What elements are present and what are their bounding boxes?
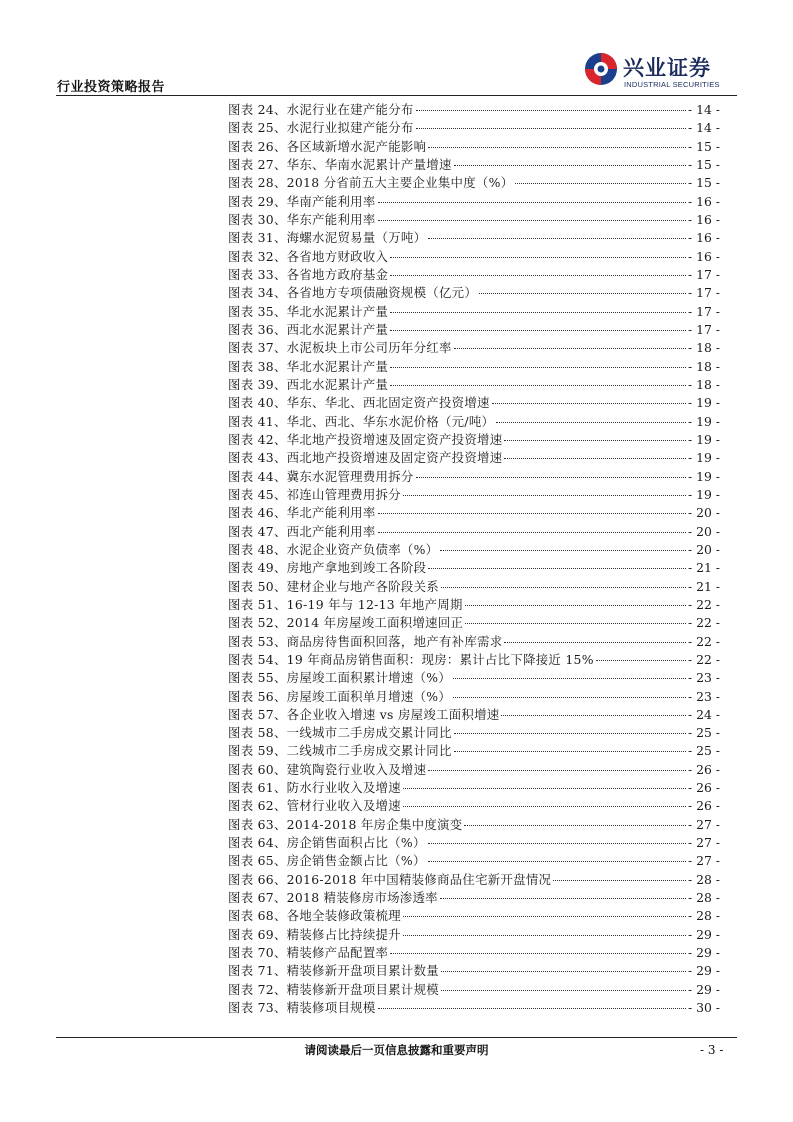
toc-entry[interactable] [228,596,720,614]
toc-entry-page: - 29 - [687,926,720,942]
toc-dot-leader [504,458,686,459]
toc-entry-page: - 17 - [687,285,720,301]
logo-chinese-name: 兴业证券 [623,56,711,80]
toc-entry[interactable] [228,871,720,889]
toc-entry-title: 图表 52、2014 年房屋竣工面积增速回正 [228,615,464,631]
toc-dot-leader [492,403,686,404]
toc-entry-page: - 28 - [687,890,720,906]
toc-entry[interactable] [228,742,720,760]
toc-entry-page: - 22 - [687,651,720,667]
toc-entry-page: - 17 - [687,303,720,319]
toc-entry-page: - 15 - [687,175,720,191]
toc-entry[interactable] [228,358,720,376]
toc-entry[interactable] [228,688,720,706]
toc-dot-leader [454,165,686,166]
toc-entry[interactable] [228,761,720,779]
toc-entry-title: 图表 73、精装修项目规模 [228,1000,376,1016]
toc-entry-title: 图表 66、2016-2018 年中国精装修商品住宅新开盘情况 [228,871,552,887]
toc-entry[interactable] [228,193,720,211]
toc-entry-title: 图表 35、华北水泥累计产量 [228,303,389,319]
toc-entry-title: 图表 60、建筑陶瓷行业收入及增速 [228,761,427,777]
toc-dot-leader [390,367,686,368]
toc-entry[interactable] [228,981,720,999]
toc-dot-leader [378,1008,686,1009]
toc-entry-page: - 19 - [687,468,720,484]
toc-dot-leader [428,861,686,862]
toc-dot-leader [390,330,686,331]
toc-entry-title: 图表 68、各地全装修政策梳理 [228,908,401,924]
toc-entry-title: 图表 67、2018 精装修房市场渗透率 [228,890,438,906]
toc-dot-leader [390,312,686,313]
toc-entry-title: 图表 30、华东产能利用率 [228,211,376,227]
toc-entry-page: - 28 - [687,871,720,887]
toc-entry[interactable] [228,394,720,412]
toc-entry-page: - 17 - [687,321,720,337]
toc-dot-leader [403,916,686,917]
toc-entry[interactable] [228,449,720,467]
toc-entry-page: - 19 - [687,450,720,466]
toc-entry-page: - 18 - [687,376,720,392]
toc-entry-page: - 29 - [687,945,720,961]
toc-entry-title: 图表 72、精装修新开盘项目累计规模 [228,981,439,997]
toc-dot-leader [454,733,686,734]
toc-entry[interactable] [228,229,720,247]
toc-entry-title: 图表 38、华北水泥累计产量 [228,358,389,374]
toc-dot-leader [378,513,686,514]
toc-entry-page: - 14 - [687,102,720,117]
toc-dot-leader [465,623,686,624]
toc-entry[interactable] [228,284,720,302]
toc-entry-page: - 28 - [687,908,720,924]
toc-entry-page: - 23 - [687,670,720,686]
toc-entry[interactable] [228,138,720,156]
toc-entry-page: - 21 - [687,578,720,594]
toc-entry-page: - 20 - [687,505,720,521]
toc-dot-leader [390,275,686,276]
toc-entry-title: 图表 25、水泥行业拟建产能分布 [228,120,414,136]
toc-dot-leader [553,880,686,881]
toc-entry[interactable] [228,119,720,137]
toc-dot-leader [428,770,686,771]
toc-entry[interactable] [228,578,720,596]
toc-entry[interactable] [228,523,720,541]
toc-entry-page: - 21 - [687,560,720,576]
toc-entry-page: - 16 - [687,193,720,209]
toc-entry-title: 图表 41、华北、西北、华东水泥价格（元/吨） [228,413,495,429]
industrial-securities-logo-icon [584,52,618,86]
toc-entry-title: 图表 31、海螺水泥贸易量（万吨） [228,230,427,246]
toc-entry-page: - 30 - [687,1000,720,1016]
header-divider [56,95,737,96]
toc-entry[interactable] [228,724,720,742]
toc-entry-title: 图表 70、精装修产品配置率 [228,945,389,961]
toc-dot-leader [596,660,686,661]
toc-entry-title: 图表 56、房屋竣工面积单月增速（%） [228,688,452,704]
toc-entry-title: 图表 46、华北产能利用率 [228,505,376,521]
table-of-figures [228,101,720,1017]
toc-entry-page: - 27 - [687,853,720,869]
toc-entry[interactable] [228,944,720,962]
toc-entry[interactable] [228,303,720,321]
toc-entry-page: - 16 - [687,230,720,246]
toc-entry-page: - 29 - [687,981,720,997]
toc-entry[interactable] [228,376,720,394]
toc-entry-title: 图表 40、华东、华北、西北固定资产投资增速 [228,395,490,411]
toc-entry-title: 图表 55、房屋竣工面积累计增速（%） [228,670,452,686]
toc-entry[interactable] [228,248,720,266]
toc-entry-title: 图表 47、西北产能利用率 [228,523,376,539]
toc-entry[interactable] [228,889,720,907]
toc-dot-leader [416,128,686,129]
toc-entry[interactable] [228,779,720,797]
toc-entry-title: 图表 50、建材企业与地产各阶段关系 [228,578,439,594]
toc-entry-title: 图表 59、二线城市二手房成交累计同比 [228,743,452,759]
toc-entry[interactable] [228,101,720,119]
toc-entry-title: 图表 33、各省地方政府基金 [228,266,389,282]
toc-entry-title: 图表 62、管材行业收入及增速 [228,798,401,814]
toc-dot-leader [428,238,686,239]
toc-entry-title: 图表 39、西北水泥累计产量 [228,376,389,392]
toc-entry-title: 图表 24、水泥行业在建产能分布 [228,102,414,117]
toc-entry-page: - 29 - [687,963,720,979]
toc-dot-leader [428,568,686,569]
toc-entry[interactable] [228,999,720,1017]
toc-entry[interactable] [228,614,720,632]
disclosure-notice: 请阅读最后一页信息披露和重要声明 [304,1043,489,1057]
toc-entry-title: 图表 44、冀东水泥管理费用拆分 [228,468,414,484]
toc-entry-page: - 16 - [687,248,720,264]
toc-entry[interactable] [228,834,720,852]
toc-entry-title: 图表 49、房地产拿地到竣工各阶段 [228,560,427,576]
toc-entry-title: 图表 27、华东、华南水泥累计产量增速 [228,156,452,172]
toc-entry-title: 图表 57、各企业收入增速 vs 房屋竣工面积增速 [228,706,500,722]
toc-entry-page: - 17 - [687,266,720,282]
toc-entry[interactable] [228,156,720,174]
toc-entry-page: - 22 - [687,615,720,631]
toc-dot-leader [441,990,686,991]
toc-entry[interactable] [228,962,720,980]
toc-entry-page: - 18 - [687,340,720,356]
toc-entry-page: - 14 - [687,120,720,136]
toc-entry-page: - 19 - [687,413,720,429]
toc-entry[interactable] [228,651,720,669]
toc-entry-page: - 26 - [687,798,720,814]
toc-entry[interactable] [228,559,720,577]
footer-divider [56,1037,737,1038]
toc-entry-page: - 22 - [687,633,720,649]
toc-entry[interactable] [228,211,720,229]
toc-entry-page: - 26 - [687,780,720,796]
toc-entry-title: 图表 45、祁连山管理费用拆分 [228,486,401,502]
toc-entry-page: - 24 - [687,706,720,722]
page-header [0,0,793,100]
toc-entry-title: 图表 43、西北地产投资增速及固定资产投资增速 [228,450,503,466]
toc-dot-leader [390,385,686,386]
toc-dot-leader [504,440,686,441]
toc-dot-leader [416,477,686,478]
toc-entry-page: - 27 - [687,835,720,851]
toc-dot-leader [496,422,686,423]
toc-entry[interactable] [228,468,720,486]
toc-entry[interactable] [228,504,720,522]
toc-entry-page: - 19 - [687,486,720,502]
toc-dot-leader [378,532,686,533]
toc-entry-page: - 27 - [687,816,720,832]
toc-dot-leader [454,348,686,349]
toc-entry-title: 图表 36、西北水泥累计产量 [228,321,389,337]
toc-entry[interactable] [228,413,720,431]
toc-dot-leader [501,715,685,716]
toc-dot-leader [479,293,686,294]
toc-entry[interactable] [228,321,720,339]
toc-dot-leader [378,220,686,221]
company-logo [584,52,736,92]
toc-entry[interactable] [228,174,720,192]
toc-entry-title: 图表 42、华北地产投资增速及固定资产投资增速 [228,431,503,447]
toc-entry[interactable] [228,907,720,925]
toc-dot-leader [454,751,686,752]
toc-entry[interactable] [228,852,720,870]
toc-entry-title: 图表 65、房企销售金额占比（%） [228,853,426,869]
toc-entry-title: 图表 37、水泥板块上市公司历年分红率 [228,340,452,356]
toc-dot-leader [403,806,686,807]
toc-entry-title: 图表 32、各省地方财政收入 [228,248,389,264]
toc-dot-leader [464,825,686,826]
toc-entry-page: - 15 - [687,138,720,154]
toc-entry-page: - 25 - [687,743,720,759]
toc-entry[interactable] [228,266,720,284]
toc-dot-leader [504,642,686,643]
toc-dot-leader [403,935,686,936]
toc-entry-title: 图表 69、精装修占比持续提升 [228,926,401,942]
toc-dot-leader [441,587,686,588]
toc-entry[interactable] [228,339,720,357]
toc-entry-page: - 19 - [687,431,720,447]
toc-entry-page: - 18 - [687,358,720,374]
toc-entry[interactable] [228,706,720,724]
toc-dot-leader [390,257,686,258]
toc-dot-leader [453,697,686,698]
toc-entry[interactable] [228,797,720,815]
toc-dot-leader [453,678,686,679]
toc-dot-leader [390,953,686,954]
toc-entry-page: - 20 - [687,541,720,557]
toc-entry-title: 图表 71、精装修新开盘项目累计数量 [228,963,439,979]
toc-entry[interactable] [228,633,720,651]
toc-entry[interactable] [228,816,720,834]
toc-entry-page: - 16 - [687,211,720,227]
toc-entry-title: 图表 54、19 年商品房销售面积：现房：累计占比下降接近 15% [228,651,594,667]
toc-dot-leader [403,495,686,496]
toc-entry-page: - 25 - [687,725,720,741]
toc-entry-title: 图表 26、各区域新增水泥产能影响 [228,138,427,154]
toc-entry[interactable] [228,541,720,559]
toc-entry-title: 图表 29、华南产能利用率 [228,193,376,209]
toc-entry[interactable] [228,926,720,944]
page-number: - 3 - [700,1043,724,1057]
toc-entry-title: 图表 64、房企销售面积占比（%） [228,835,426,851]
toc-dot-leader [440,550,686,551]
toc-dot-leader [441,971,686,972]
logo-english-name: INDUSTRIAL SECURITIES [624,80,720,89]
toc-entry-page: - 26 - [687,761,720,777]
toc-entry-page: - 23 - [687,688,720,704]
toc-entry-page: - 22 - [687,596,720,612]
toc-entry-title: 图表 34、各省地方专项债融资规模（亿元） [228,285,478,301]
toc-entry-title: 图表 53、商品房待售面积回落，地产有补库需求 [228,633,503,649]
toc-entry-title: 图表 48、水泥企业资产负债率（%） [228,541,439,557]
report-type-label: 行业投资策略报告 [57,80,166,95]
toc-dot-leader [465,605,686,606]
toc-entry-title: 图表 28、2018 分省前五大主要企业集中度（%） [228,175,514,191]
toc-entry-page: - 20 - [687,523,720,539]
toc-dot-leader [515,183,686,184]
toc-entry-page: - 19 - [687,395,720,411]
toc-dot-leader [403,788,686,789]
toc-entry-title: 图表 51、16-19 年与 12-13 年地产周期 [228,596,463,612]
toc-entry-title: 图表 61、防水行业收入及增速 [228,780,401,796]
toc-entry-title: 图表 63、2014-2018 年房企集中度演变 [228,816,463,832]
toc-dot-leader [416,110,686,111]
toc-dot-leader [378,202,686,203]
toc-entry-title: 图表 58、一线城市二手房成交累计同比 [228,725,452,741]
toc-entry[interactable] [228,486,720,504]
toc-dot-leader [428,147,686,148]
toc-entry-page: - 15 - [687,156,720,172]
toc-entry[interactable] [228,431,720,449]
toc-dot-leader [440,898,686,899]
toc-dot-leader [428,843,686,844]
toc-entry[interactable] [228,669,720,687]
